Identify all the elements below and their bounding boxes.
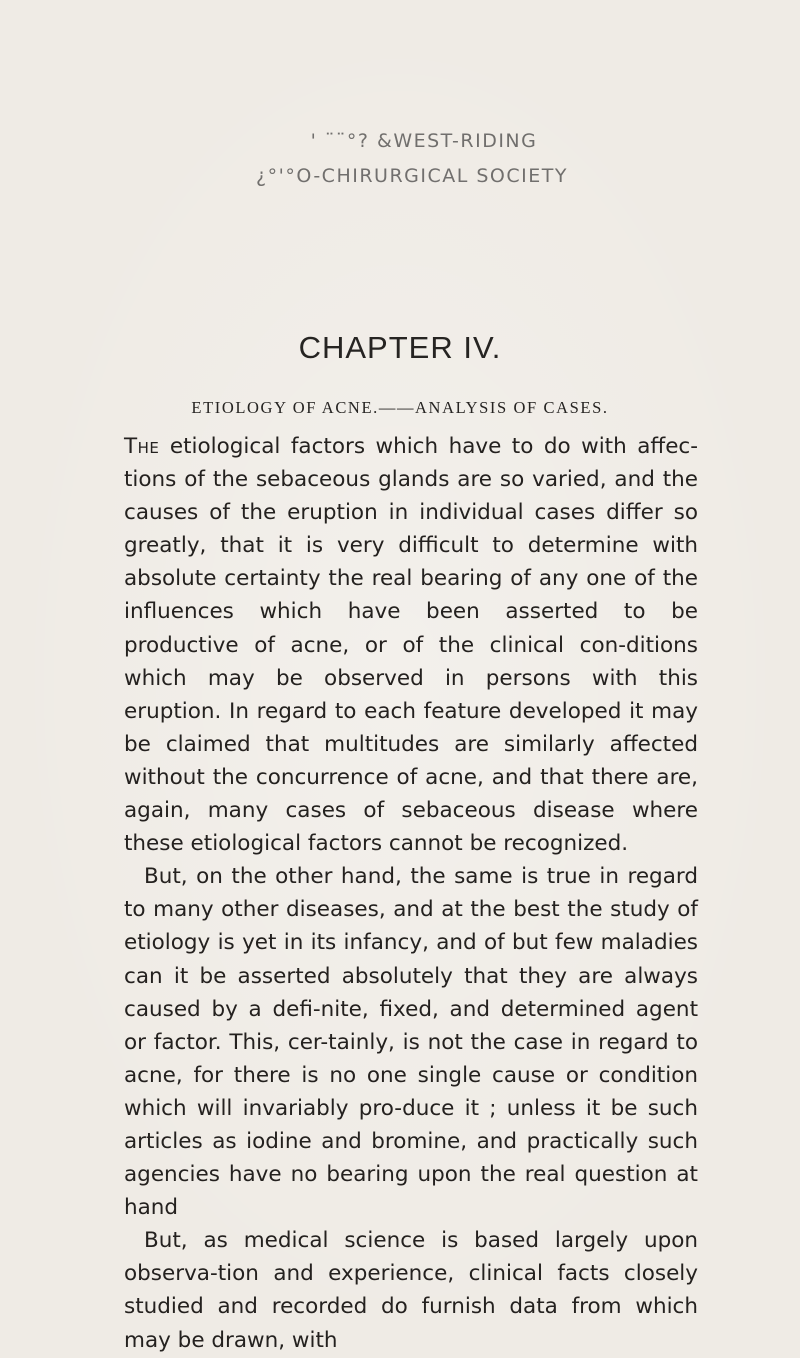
paragraph-3: But, as medical science is based largely upon observa-tion and experience, clinical facts closely studied and recorded do furnish data from which may be drawn, with: [124, 1228, 698, 1353]
library-stamp-line-1: ' ¨¨°? &WEST-RIDING: [310, 130, 538, 152]
chapter-subtitle: ETIOLOGY OF ACNE.——ANALYSIS OF CASES.: [191, 398, 609, 417]
chapter-title: CHAPTER IV.: [298, 330, 502, 365]
paragraph-1-lead: The: [124, 434, 160, 459]
body-text: [124, 430, 698, 1357]
paragraph-2: But, on the other hand, the same is true in regard to many other diseases, and at the best the study of etiology is yet in its infancy, and of but few maladies can it be asserted absolutely that they are always caused by a defi-nite, fixed, and determined agent or factor. This, cer-tainly, is not the case in regard to acne, for there is no one single cause or condition which will invariably pro-duce it ; unless it be such articles as iodine and bromine, and practically such agencies have no bearing upon the real question at hand: [124, 864, 698, 1221]
paragraph-1: [124, 430, 698, 860]
paragraph-1-text: etiological factors which have to do with affec-tions of the sebaceous glands are so varied, and the causes of the eruption in individual cases differ so greatly, that it is very difficult to determine with absolute certainty the real bearing of any one of the influences which have been asserted to be productive of acne, or of the clinical con-ditions which may be observed in persons with this eruption. In regard to each feature developed it may be claimed that multitudes are similarly affected without the concurrence of acne, and that there are, again, many cases of sebaceous disease where these etiological factors cannot be recognized.: [124, 434, 698, 857]
library-stamp-line-2: ¿°'°O-CHIRURGICAL SOCIETY: [256, 165, 568, 187]
